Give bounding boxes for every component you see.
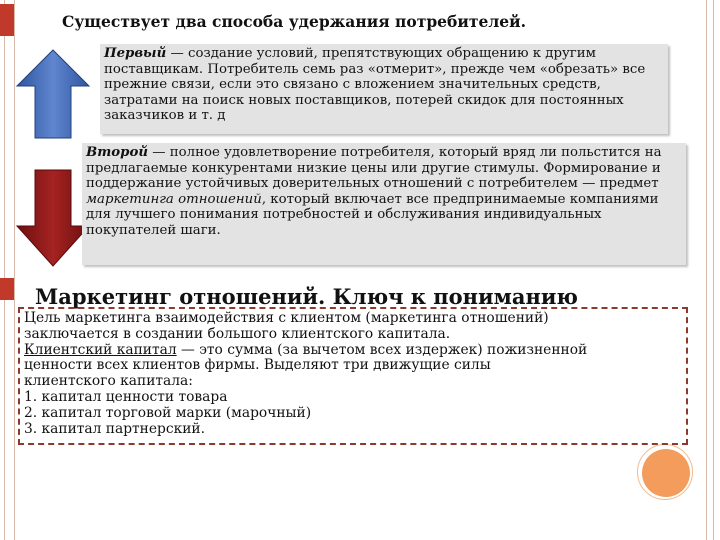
right-border-decoration [706, 0, 714, 540]
customer-capital-term: Клиентский капитал [24, 341, 177, 358]
second-method-panel [82, 143, 686, 265]
second-method-text-end: , который включает все предпринимаемые компаниями для лучшего понимания потребностей и обслуживания индивидуальных покупателей шаги. [86, 191, 659, 238]
list-item: 3. капитал партнерский. [24, 420, 206, 437]
section-title: Маркетинг отношений. Ключ к пониманию [35, 284, 578, 309]
box-line [24, 343, 688, 359]
first-method-panel [100, 44, 668, 134]
box-line: заключается в создании большого клиентского капитала. [24, 325, 451, 342]
list-item: 2. капитал торговой марки (марочный) [24, 404, 312, 421]
section-accent-square [0, 278, 14, 300]
relationship-marketing-term: маркетинга отношений [86, 191, 262, 207]
first-method-text: — создание условий, препятствующих обращению к другим поставщикам. Потребитель семь раз «отмерит», прежде чем «обрезать» все прежние связи, если это связано с вложением значительных средств, затратами на поиск новых поставщиков, потерей скидок для постоянных заказчиков и т. д [104, 46, 646, 124]
arrow-down-icon [15, 168, 91, 268]
box-line: клиентского капитала: [24, 373, 193, 390]
second-method-text: — полное удовлетворение потребителя, который вряд ли польстится на предлагаемые конкурентами низкие цены или другие стимулы. Формирование и поддержание устойчивых доверительных отношений с потребителем — предмет [86, 145, 662, 192]
orange-circle-decoration [642, 449, 690, 497]
second-method-term: Второй [86, 145, 149, 160]
box-line-rest: — это сумма (за вычетом всех издержек) пожизненной [176, 341, 588, 358]
box-line: ценности всех клиентов фирмы. Выделяют три движущие силы [24, 357, 491, 374]
list-item: 1. капитал ценности товара [24, 388, 228, 405]
corner-accent-square [0, 4, 14, 36]
first-method-term: Первый [104, 46, 167, 61]
left-border-decoration [4, 0, 15, 540]
arrow-up-icon [15, 48, 91, 140]
customer-capital-text [24, 311, 688, 437]
box-line: Цель маркетинга взаимодействия с клиентом (маркетинга отношений) [24, 310, 549, 326]
slide-title: Существует два способа удержания потребителей. [62, 12, 527, 31]
